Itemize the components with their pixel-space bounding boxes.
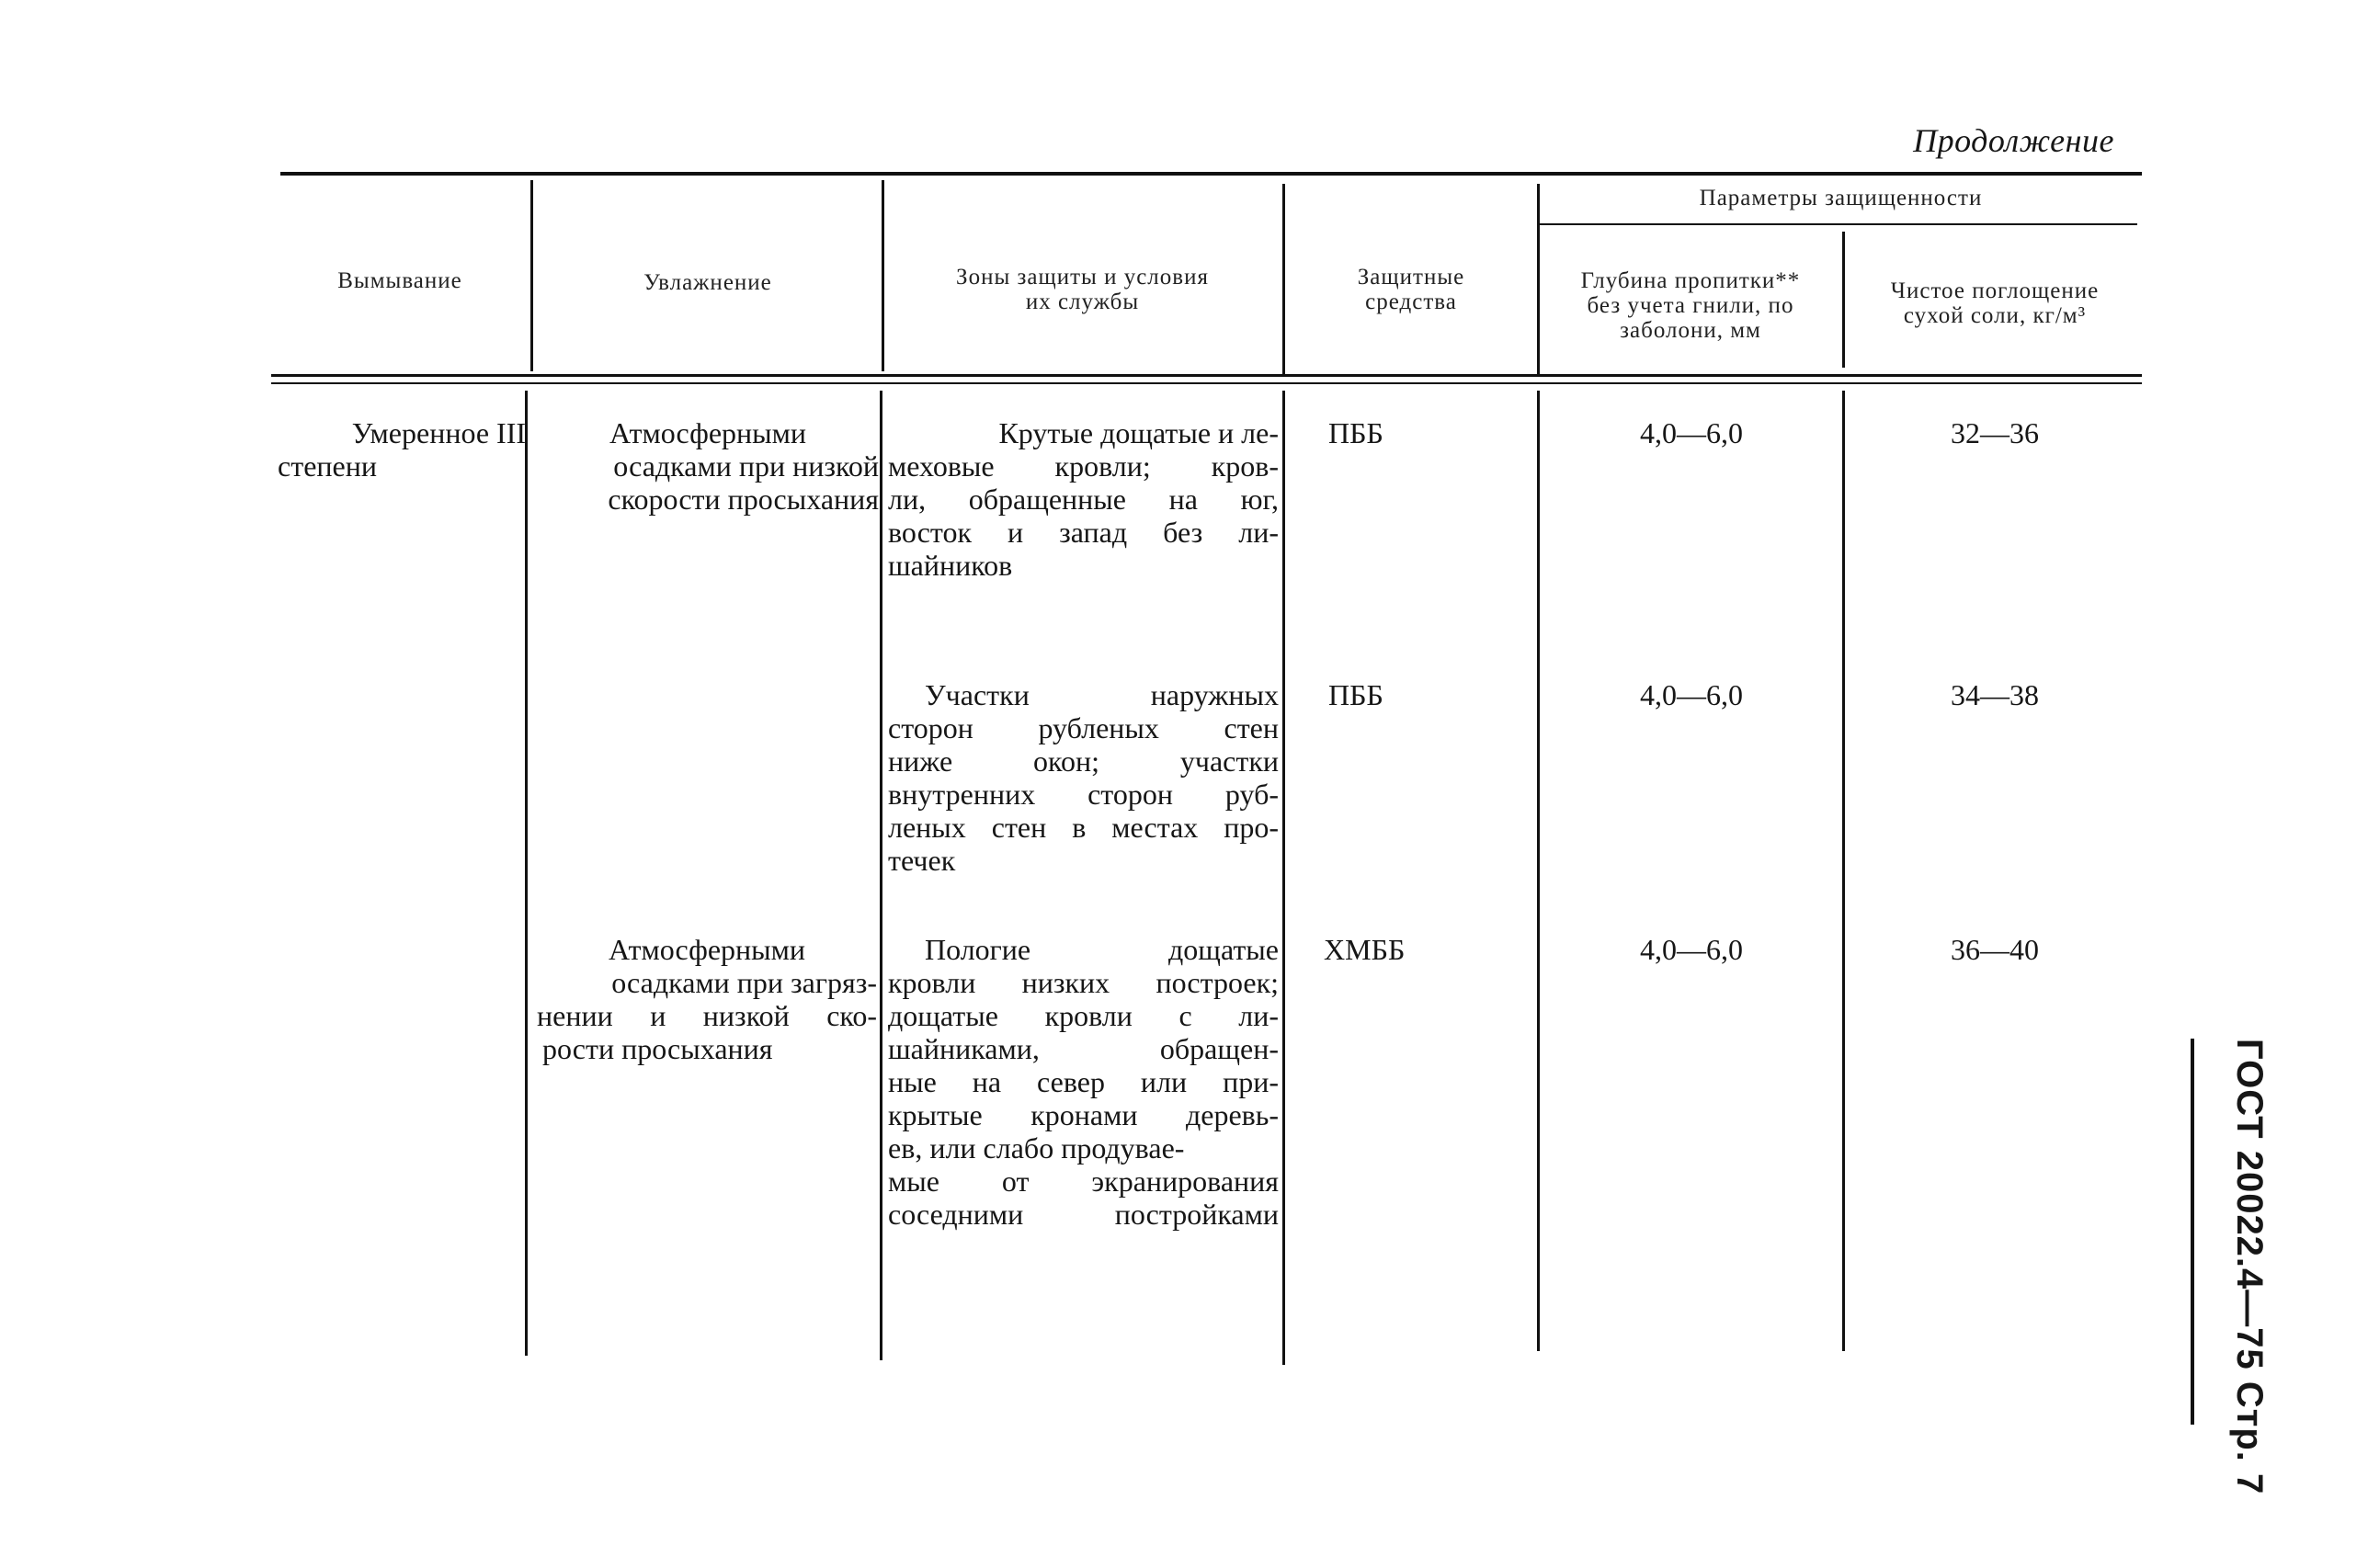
cell-line: крытые кронами деревь- [888, 1098, 1279, 1131]
body-col-sep-2 [880, 391, 882, 1360]
header-zones-line: Зоны защиты и условия [956, 265, 1209, 290]
cell-line: мые от экранирования [888, 1165, 1279, 1198]
cell-line: степени [278, 449, 377, 483]
cell-line: осадками при загряз- [611, 966, 877, 999]
cell-line: Участки наружных [925, 678, 1279, 711]
cell-line: меховые кровли; кров- [888, 449, 1279, 483]
cell-line: течек [888, 844, 956, 877]
table-row-1-washout [278, 416, 526, 483]
table-top-rule [280, 172, 2142, 176]
table-row-1-zones [888, 416, 1279, 582]
side-stamp-text: ГОСТ 20022.4—75 Стр. 7 [2229, 1039, 2270, 1495]
cell-line: Пологие дощатые [925, 933, 1279, 966]
header-col-sep-5 [1842, 232, 1845, 368]
header-bottom-rule-1 [271, 374, 2142, 377]
table-row-3-zones [888, 933, 1279, 1231]
cell-line: дощатые кровли с ли- [888, 999, 1279, 1032]
header-depth-line: без учета гнили, по [1587, 293, 1794, 318]
side-page-stamp [2183, 1039, 2294, 1495]
table-row-2-depth: 4,0—6,0 [1640, 678, 1743, 711]
header-col-sep-4 [1537, 184, 1540, 377]
cell-line: восток и запад без ли- [888, 516, 1279, 549]
cell-line: соседними постройками [888, 1198, 1279, 1231]
header-params-group: Параметры защищенности [1699, 186, 1983, 210]
header-depth-line: Глубина пропитки** [1580, 268, 1801, 293]
cell-line: кровли низких построек; [888, 966, 1279, 999]
header-col-sep-3 [1282, 184, 1285, 377]
body-col-sep-5 [1842, 391, 1845, 1351]
table-row-1-depth: 4,0—6,0 [1640, 416, 1743, 449]
cell-line: Атмосферными [609, 416, 807, 449]
table-row-1-moistening [537, 416, 879, 516]
cell-line: Умеренное III [351, 416, 526, 449]
cell-line: скорости просыхания [608, 483, 879, 516]
params-group-rule [1540, 223, 2137, 225]
cell-line: леных стен в местах про- [888, 811, 1279, 844]
body-col-sep-4 [1537, 391, 1540, 1351]
header-col-sep-1 [530, 180, 533, 371]
cell-line: ниже окон; участки [888, 744, 1279, 778]
cell-line: Атмосферными [608, 933, 806, 966]
header-absorption-line: Чистое поглощение [1890, 278, 2100, 303]
cell-line: ли, обращенные на юг, [888, 483, 1279, 516]
table-row-2-absorption: 34—38 [1951, 678, 2039, 711]
cell-line: Крутые дощатые и ле- [998, 416, 1279, 449]
cell-line: ные на север или при- [888, 1065, 1279, 1098]
table-row-3-absorption: 36—40 [1951, 933, 2039, 966]
table-row-3-agent: ХМББ [1324, 933, 1406, 966]
table-row-2-agent: ПББ [1328, 678, 1383, 711]
body-col-sep-1 [525, 391, 528, 1356]
cell-line: ев, или слабо продувае- [888, 1131, 1185, 1165]
header-absorption-line: сухой соли, кг/м³ [1903, 303, 2087, 328]
side-stamp-rule [2191, 1039, 2194, 1425]
cell-line: шайниками, обращен- [888, 1032, 1279, 1065]
table-row-3-moistening [537, 933, 877, 1065]
cell-line: нении и низкой ско- [537, 999, 877, 1032]
cell-line: сторон рубленых стен [888, 711, 1279, 744]
continuation-label: Продолжение [1913, 122, 2114, 159]
header-agents-line: Защитные [1357, 265, 1465, 290]
header-depth-line: заболони, мм [1620, 318, 1761, 343]
header-moistening: Увлажнение [643, 270, 772, 295]
header-agents [1287, 265, 1535, 314]
cell-line: шайников [888, 549, 1013, 582]
cell-line: рости просыхания [542, 1032, 773, 1065]
body-col-sep-3 [1282, 391, 1285, 1365]
header-agents-line: средства [1365, 290, 1457, 314]
header-col-sep-2 [882, 180, 884, 371]
header-washout: Вымывание [337, 268, 462, 293]
table-row-1-agent: ПББ [1328, 416, 1383, 449]
header-zones-line: их службы [1025, 290, 1140, 314]
header-zones [887, 265, 1278, 314]
table-row-1-absorption: 32—36 [1951, 416, 2039, 449]
table-row-3-depth: 4,0—6,0 [1640, 933, 1743, 966]
cell-line: внутренних сторон руб- [888, 778, 1279, 811]
cell-line: осадками при низкой [613, 449, 879, 483]
table-row-2-zones [888, 678, 1279, 877]
header-depth [1543, 268, 1839, 343]
header-bottom-rule-2 [271, 382, 2142, 384]
header-absorption [1848, 278, 2142, 328]
